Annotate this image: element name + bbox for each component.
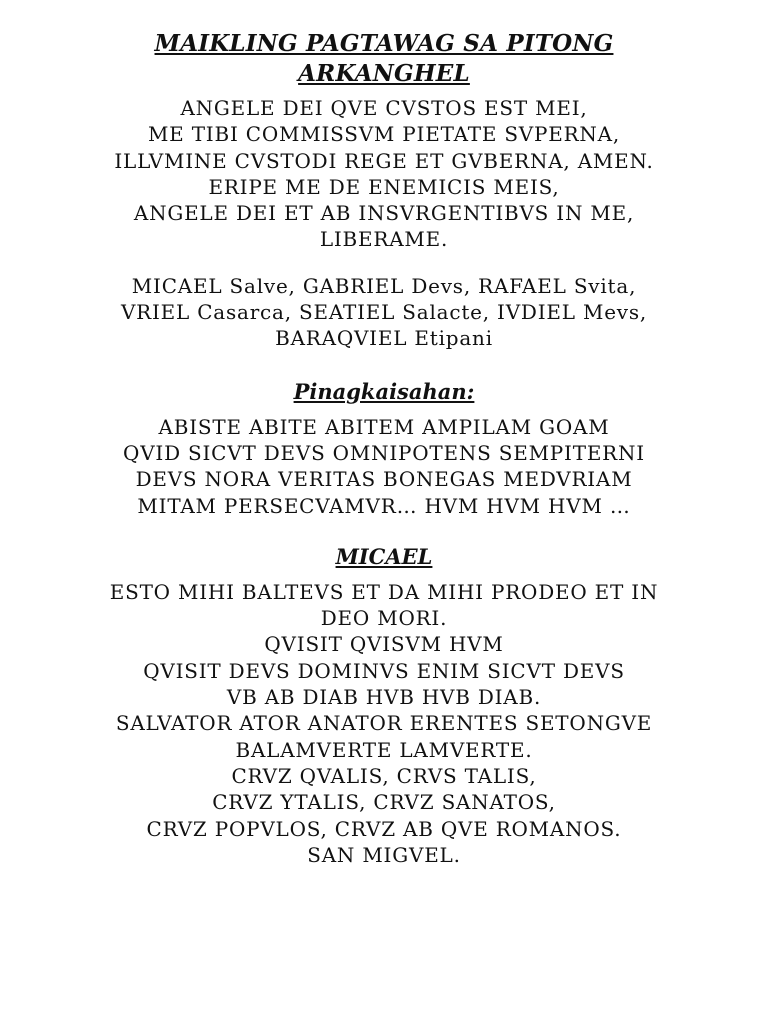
pinagkaisahan-line: ABISTE ABITE ABITEM AMPILAM GOAM <box>158 414 610 439</box>
micael-prayer <box>0 579 768 868</box>
document-title <box>0 29 768 89</box>
micael-line: QVISIT DEVS DOMINVS ENIM SICVT DEVS <box>143 658 625 683</box>
micael-line: CRVZ YTALIS, CRVZ SANATOS, <box>212 790 556 815</box>
micael-line: VB AB DIAB HVB HVB DIAB. <box>226 685 542 710</box>
pinagkaisahan-text <box>0 414 768 519</box>
micael-line: CRVZ POPVLOS, CRVZ AB QVE ROMANOS. <box>146 816 622 841</box>
pinagkaisahan-line: QVID SICVT DEVS OMNIPOTENS SEMPITERNI <box>123 440 645 465</box>
title-line: MAIKLING PAGTAWAG SA PITONG <box>154 30 614 57</box>
intro-line: ME TIBI COMMISSVM PIETATE SVPERNA, <box>147 122 621 147</box>
intro-line: ANGELE DEI ET AB INSVRGENTIBVS IN ME, <box>133 201 635 226</box>
names-line: MICAEL Salve, GABRIEL Devs, RAFAEL Svita, <box>131 273 637 298</box>
micael-line: CRVZ QVALIS, CRVS TALIS, <box>231 763 537 788</box>
pinagkaisahan-line: MITAM PERSECVAMVR… HVM HVM HVM … <box>137 493 631 518</box>
micael-line: BALAMVERTE LAMVERTE. <box>235 737 533 762</box>
intro-line: ILLVMINE CVSTODI REGE ET GVBERNA, AMEN. <box>114 148 654 173</box>
intro-line: ERIPE ME DE ENEMICIS MEIS, <box>208 174 560 199</box>
intro-line: LIBERAME. <box>319 227 449 252</box>
pinagkaisahan-line: DEVS NORA VERITAS BONEGAS MEDVRIAM <box>135 467 633 492</box>
micael-line: SAN MIGVEL. <box>307 842 461 867</box>
pinagkaisahan-heading: Pinagkaisahan: <box>293 378 475 404</box>
names-line: VRIEL Casarca, SEATIEL Salacte, IVDIEL Mevs, <box>120 300 648 325</box>
names-line: BARAQVIEL Etipani <box>275 326 493 351</box>
title-line: ARKANGHEL <box>298 60 470 87</box>
micael-line: QVISIT QVISVM HVM <box>264 632 504 657</box>
intro-prayer <box>0 95 768 253</box>
intro-line: ANGELE DEI QVE CVSTOS EST MEI, <box>180 96 588 120</box>
archangel-names <box>0 273 768 352</box>
micael-line: ESTO MIHI BALTEVS ET DA MIHI PRODEO ET IN <box>109 579 659 604</box>
micael-heading: MICAEL <box>335 543 433 569</box>
micael-line: DEO MORI. <box>320 606 448 631</box>
micael-line: SALVATOR ATOR ANATOR ERENTES SETONGVE <box>115 711 653 736</box>
